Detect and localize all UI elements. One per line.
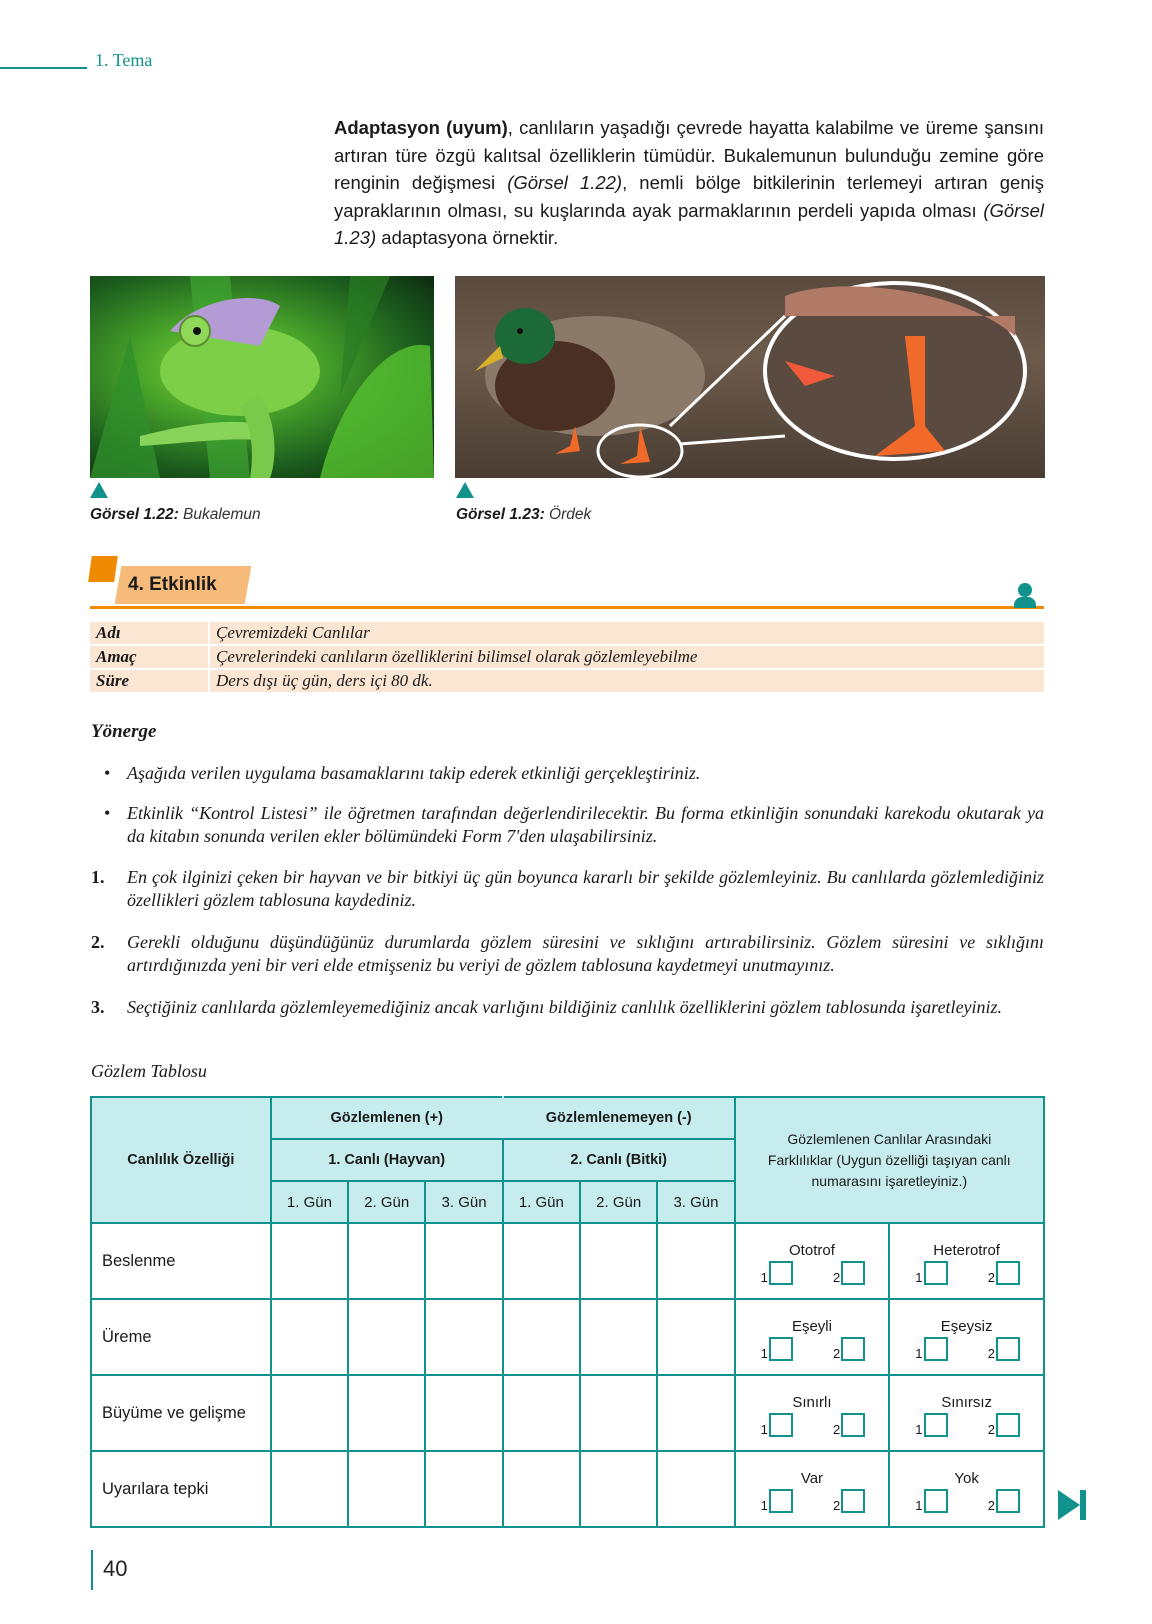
observation-cell[interactable] xyxy=(657,1299,734,1375)
header-differences: Gözlemlenen Canlılar Arasındaki Farklılıklar (Uygun özelliği taşıyan canlı numarasını işaretleyiniz.) xyxy=(735,1097,1044,1223)
step-text: Seçtiğiniz canlılarda gözlemleyemediğiniz ancak varlığını bildiğiniz canlılık özelliklerini gözlem tablosunda işaretleyiniz. xyxy=(127,997,1003,1017)
observation-cell[interactable] xyxy=(503,1299,580,1375)
box-number: 2 xyxy=(987,1269,995,1285)
header-day: 3. Gün xyxy=(657,1181,734,1223)
page-number-rule xyxy=(91,1550,93,1590)
box-number: 1 xyxy=(915,1421,923,1437)
instruction-bullet xyxy=(104,802,1044,848)
figure-marker-icon xyxy=(456,482,474,498)
instruction-step xyxy=(91,996,1044,1019)
info-row xyxy=(90,670,1044,692)
activity-info-table xyxy=(90,620,1044,694)
observation-table xyxy=(90,1096,1045,1528)
box-number: 1 xyxy=(760,1269,768,1285)
difference-option-a xyxy=(735,1451,890,1527)
intro-term: Adaptasyon (uyum) xyxy=(334,117,508,138)
checkbox[interactable] xyxy=(841,1489,865,1513)
observation-cell[interactable] xyxy=(503,1451,580,1527)
individual-activity-icon-body xyxy=(1014,597,1036,608)
property-label: Üreme xyxy=(91,1299,271,1375)
checkbox[interactable] xyxy=(996,1261,1020,1285)
observation-cell[interactable] xyxy=(657,1223,734,1299)
observation-cell[interactable] xyxy=(348,1451,425,1527)
table-row xyxy=(91,1451,1044,1527)
observation-cell[interactable] xyxy=(657,1375,734,1451)
observation-cell[interactable] xyxy=(580,1375,657,1451)
observation-cell[interactable] xyxy=(271,1223,348,1299)
box-number: 1 xyxy=(915,1497,923,1513)
step-number: 2. xyxy=(91,932,105,952)
figure-ref-2: (Görsel 1.23) xyxy=(334,199,1044,248)
checkbox[interactable] xyxy=(841,1413,865,1437)
observation-cell[interactable] xyxy=(271,1299,348,1375)
checkbox[interactable] xyxy=(841,1337,865,1361)
box-number: 1 xyxy=(760,1421,768,1437)
difference-option-a xyxy=(735,1223,890,1299)
info-row xyxy=(90,646,1044,668)
info-key: Amaç xyxy=(90,646,210,668)
figure-caption-1 xyxy=(90,506,261,524)
header-organism-2: 2. Canlı (Bitki) xyxy=(503,1139,735,1181)
next-page-icon-bar[interactable] xyxy=(1080,1490,1086,1520)
bullet-icon: • xyxy=(104,803,111,823)
info-key: Adı xyxy=(90,622,210,644)
step-text: En çok ilginizi çeken bir hayvan ve bir bitkiyi üç gün boyunca kararlı bir şekilde gözlemleyiniz. Bu canlılarda gözlemlediğiniz özellikleri gözlem tablosuna kaydediniz. xyxy=(127,867,1044,910)
observation-cell[interactable] xyxy=(503,1223,580,1299)
info-row xyxy=(90,622,1044,644)
header-day: 3. Gün xyxy=(425,1181,502,1223)
checkbox[interactable] xyxy=(769,1261,793,1285)
checkbox[interactable] xyxy=(996,1489,1020,1513)
box-number: 2 xyxy=(987,1421,995,1437)
instruction-step xyxy=(91,931,1044,977)
option-label: Yok xyxy=(954,1469,979,1487)
duck-photo xyxy=(455,276,1045,478)
observation-cell[interactable] xyxy=(348,1223,425,1299)
box-number: 1 xyxy=(915,1269,923,1285)
option-label: Eşeyli xyxy=(791,1317,832,1335)
figure-caption-text: Bukalemun xyxy=(178,506,261,523)
individual-activity-icon xyxy=(1018,583,1032,597)
difference-option-b xyxy=(889,1223,1044,1299)
observation-cell[interactable] xyxy=(348,1375,425,1451)
observation-cell[interactable] xyxy=(503,1375,580,1451)
checkbox[interactable] xyxy=(769,1489,793,1513)
checkbox[interactable] xyxy=(924,1337,948,1361)
box-number: 1 xyxy=(760,1345,768,1361)
box-number: 2 xyxy=(833,1345,841,1361)
checkbox[interactable] xyxy=(924,1261,948,1285)
bullet-text: Aşağıda verilen uygulama basamaklarını takip ederek etkinliği gerçekleştiriniz. xyxy=(127,763,701,783)
intro-paragraph xyxy=(334,114,1044,252)
property-label: Büyüme ve gelişme xyxy=(91,1375,271,1451)
activity-accent xyxy=(88,556,118,582)
option-label: Heterotrof xyxy=(933,1241,1000,1259)
table-row xyxy=(91,1375,1044,1451)
observation-cell[interactable] xyxy=(425,1451,502,1527)
step-number: 3. xyxy=(91,997,105,1017)
checkbox[interactable] xyxy=(841,1261,865,1285)
info-value: Ders dışı üç gün, ders içi 80 dk. xyxy=(210,670,1044,692)
observation-cell[interactable] xyxy=(425,1223,502,1299)
next-page-icon[interactable] xyxy=(1058,1490,1080,1520)
difference-option-b xyxy=(889,1299,1044,1375)
observation-cell[interactable] xyxy=(580,1299,657,1375)
observation-cell[interactable] xyxy=(425,1299,502,1375)
observation-cell[interactable] xyxy=(657,1451,734,1527)
activity-title: 4. Etkinlik xyxy=(128,574,217,595)
box-number: 2 xyxy=(833,1421,841,1437)
option-label: Ototrof xyxy=(789,1241,835,1259)
box-number: 2 xyxy=(987,1497,995,1513)
figure-caption-2 xyxy=(456,506,591,524)
figure-ref-1: (Görsel 1.22) xyxy=(507,172,623,193)
observation-cell[interactable] xyxy=(425,1375,502,1451)
step-number: 1. xyxy=(91,867,105,887)
bullet-icon: • xyxy=(104,763,111,783)
checkbox[interactable] xyxy=(996,1413,1020,1437)
step-text: Gerekli olduğunu düşündüğünüz durumlarda gözlem süresini ve sıklığını artırabilirsiniz. Gözlem süresini ve sıklığını artırdığınızda yeni bir veri elde etmişseniz bu veriyi de gözlem tablosuna kaydetmeyi unutmayınız. xyxy=(127,932,1044,975)
observation-cell[interactable] xyxy=(580,1451,657,1527)
option-label: Sınırlı xyxy=(792,1393,832,1411)
difference-option-b xyxy=(889,1375,1044,1451)
intro-text-1: , canlıların yaşadığı çevrede hayatta kalabilme ve üreme şansını artıran türe özgü kalıtsal özelliklerin tümüdür. Bukalemunun bulunduğu zemine göre renginin değişmesi xyxy=(334,117,1044,193)
figure-marker-icon xyxy=(90,482,108,498)
observation-cell[interactable] xyxy=(271,1375,348,1451)
info-key: Süre xyxy=(90,670,210,692)
option-label: Eşeysiz xyxy=(940,1317,993,1335)
table-row xyxy=(91,1299,1044,1375)
box-number: 2 xyxy=(987,1345,995,1361)
box-number: 1 xyxy=(760,1497,768,1513)
info-value: Çevrelerindeki canlıların özelliklerini bilimsel olarak gözlemleyebilme xyxy=(210,646,1044,668)
page-number: 40 xyxy=(103,1556,128,1581)
header-observed: Gözlemlenen (+) xyxy=(271,1097,503,1139)
table-row xyxy=(91,1223,1044,1299)
difference-option-a xyxy=(735,1299,890,1375)
checkbox[interactable] xyxy=(924,1489,948,1513)
box-number: 1 xyxy=(915,1345,923,1361)
checkbox[interactable] xyxy=(924,1413,948,1437)
bullet-text: Etkinlik “Kontrol Listesi” ile öğretmen tarafından değerlendirilecektir. Bu forma etkinliğin sonundaki karekodu okutarak ya da kitabın sonunda verilen ekler bölümündeki Form 7'den ulaşabilirsiniz. xyxy=(127,803,1044,846)
property-label: Beslenme xyxy=(91,1223,271,1299)
header-day: 2. Gün xyxy=(348,1181,425,1223)
box-number: 2 xyxy=(833,1269,841,1285)
difference-option-a xyxy=(735,1375,890,1451)
chameleon-photo xyxy=(90,276,434,478)
option-label: Var xyxy=(800,1469,824,1487)
observation-cell[interactable] xyxy=(348,1299,425,1375)
activity-rule xyxy=(90,606,1044,609)
header-day: 2. Gün xyxy=(580,1181,657,1223)
header-day: 1. Gün xyxy=(503,1181,580,1223)
header-organism-1: 1. Canlı (Hayvan) xyxy=(271,1139,503,1181)
box-number: 2 xyxy=(833,1497,841,1513)
checkbox[interactable] xyxy=(769,1337,793,1361)
header-day: 1. Gün xyxy=(271,1181,348,1223)
intro-text-3: adaptasyona örnektir. xyxy=(376,227,559,248)
figure-caption-text: Ördek xyxy=(544,506,592,523)
info-value: Çevremizdeki Canlılar xyxy=(210,622,1044,644)
instruction-step xyxy=(91,866,1044,912)
header-property: Canlılık Özelliği xyxy=(91,1097,271,1223)
observation-cell[interactable] xyxy=(580,1223,657,1299)
option-label: Sınırsız xyxy=(941,1393,993,1411)
table-title: Gözlem Tablosu xyxy=(91,1061,207,1081)
figure-label: Görsel 1.22: xyxy=(90,506,179,523)
property-label: Uyarılara tepki xyxy=(91,1451,271,1527)
instructions-title: Yönerge xyxy=(91,721,157,742)
observation-cell[interactable] xyxy=(271,1451,348,1527)
intro-text-2: , nemli bölge bitkilerinin terlemeyi artıran geniş yapraklarının olması, su kuşlarında ayak parmaklarının perdeli yapıda olması xyxy=(334,172,1044,221)
checkbox[interactable] xyxy=(769,1413,793,1437)
checkbox[interactable] xyxy=(996,1337,1020,1361)
header-not-observed: Gözlemlenemeyen (-) xyxy=(503,1097,735,1139)
instruction-bullet xyxy=(104,762,1044,785)
header-rule xyxy=(0,67,87,69)
chapter-title: 1. Tema xyxy=(95,50,153,70)
difference-option-b xyxy=(889,1451,1044,1527)
figure-label: Görsel 1.23: xyxy=(456,506,545,523)
